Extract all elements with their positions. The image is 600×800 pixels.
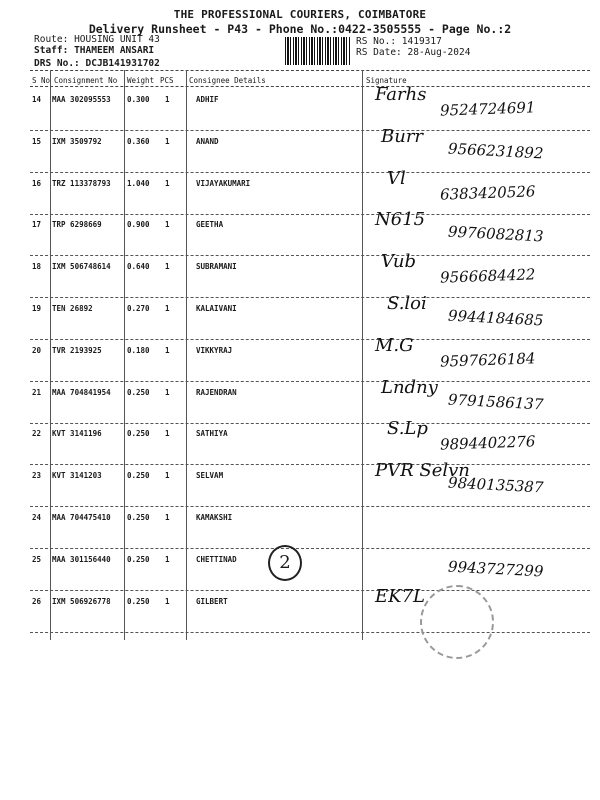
rs-no-line <box>356 36 442 47</box>
table-row <box>30 376 590 424</box>
staff-label: Staff: <box>34 45 69 56</box>
row-consignee: SELVAM <box>196 471 224 481</box>
row-pcs: 1 <box>165 554 170 564</box>
row-phone: 9566684422 <box>439 265 536 287</box>
col-sno: S No <box>32 76 51 85</box>
rs-date-line <box>356 47 470 58</box>
table-row <box>30 418 590 465</box>
company-stamp <box>420 585 494 659</box>
rs-date-label: RS Date: <box>356 47 402 58</box>
row-signature: Vl <box>387 167 406 189</box>
col-signature: Signature <box>366 76 407 85</box>
circled-annotation <box>268 545 302 581</box>
row-consignee: RAJENDRAN <box>196 387 237 397</box>
row-weight: 0.250 <box>127 513 150 522</box>
row-sno: 24 <box>32 513 42 522</box>
row-pcs: 1 <box>165 304 170 313</box>
row-sno: 25 <box>32 554 42 564</box>
row-phone: 6383420526 <box>439 181 536 204</box>
row-signature: Lndny <box>381 376 438 398</box>
row-weight: 0.250 <box>127 387 150 397</box>
row-weight: 0.270 <box>127 304 150 313</box>
row-sno: 19 <box>32 304 42 313</box>
row-consignee: GEETHA <box>196 220 224 230</box>
row-consignee: ANAND <box>196 136 219 146</box>
table-row <box>30 508 590 549</box>
drs-label: DRS No.: <box>34 58 80 69</box>
header-bottom-rule <box>30 86 590 87</box>
circled-number: 2 <box>279 552 291 573</box>
row-signature: S.loi <box>387 293 427 314</box>
route-line <box>34 34 160 45</box>
row-consignment: TRP 6298669 <box>52 220 102 230</box>
runsheet-title: Delivery Runsheet - P43 - Phone No.:0422-3505555 - Page No.:2 <box>88 22 512 36</box>
company-title: THE PROFESSIONAL COURIERS, COIMBATORE <box>173 8 427 21</box>
row-signature: Vub <box>381 251 416 273</box>
row-phone: 9943727299 <box>447 557 544 581</box>
row-phone: 9894402276 <box>439 432 536 455</box>
row-pcs: 1 <box>165 262 170 272</box>
row-sno: 15 <box>32 136 42 146</box>
table-row <box>30 293 590 340</box>
row-weight: 0.250 <box>127 596 150 606</box>
row-pcs: 1 <box>165 513 170 522</box>
row-pcs: 1 <box>165 220 170 230</box>
col-consignee: Consignee Details <box>189 76 266 85</box>
row-consignment: MAA 704841954 <box>52 387 111 397</box>
row-sno: 22 <box>32 429 42 439</box>
table-row <box>30 585 590 633</box>
row-weight: 0.250 <box>127 471 150 481</box>
row-phone: 9944184685 <box>447 306 544 330</box>
rs-date-value: 28-Aug-2024 <box>407 47 471 58</box>
barcode <box>285 37 351 65</box>
row-sno: 14 <box>32 95 42 104</box>
table-row <box>30 125 590 173</box>
row-consignment: KVT 3141203 <box>52 471 102 481</box>
col-weight: Weight <box>127 76 155 85</box>
row-phone: 9840135387 <box>447 473 544 497</box>
table-row <box>30 251 590 298</box>
row-pcs: 1 <box>165 596 170 606</box>
row-consignee: KAMAKSHI <box>196 513 233 522</box>
table-row <box>30 334 590 382</box>
staff-value: THAMEEM ANSARI <box>74 45 155 56</box>
row-sno: 18 <box>32 262 42 272</box>
row-pcs: 1 <box>165 429 170 439</box>
row-sno: 16 <box>32 178 42 188</box>
row-signature: EK7L <box>375 585 425 607</box>
row-phone: 9976082813 <box>447 222 544 246</box>
row-signature: Burr <box>381 125 424 147</box>
row-consignee: CHETTINAD <box>196 554 237 564</box>
staff-line <box>34 45 154 56</box>
table-row <box>30 84 590 131</box>
row-sno: 17 <box>32 220 42 230</box>
row-consignment: TVR 2193925 <box>52 345 102 355</box>
row-signature: N615 <box>375 209 426 231</box>
row-weight: 0.250 <box>127 554 150 564</box>
row-consignee: VIKKYRAJ <box>196 345 233 355</box>
col-pcs: PCS <box>160 76 174 85</box>
row-sno: 26 <box>32 596 42 606</box>
row-sno: 21 <box>32 387 42 397</box>
table-row <box>30 550 590 591</box>
row-consignment: IXM 506926778 <box>52 596 111 606</box>
row-signature: S.Lp <box>387 418 428 440</box>
row-phone: 9597626184 <box>439 349 536 371</box>
route-value: HOUSING UNIT 43 <box>74 34 160 45</box>
row-signature: PVR Selvn <box>375 460 470 482</box>
drs-value: DCJB141931702 <box>85 58 160 69</box>
row-consignee: ADHIF <box>196 95 219 104</box>
row-phone: 9791586137 <box>447 390 544 414</box>
row-pcs: 1 <box>165 178 170 188</box>
drs-line <box>34 58 160 69</box>
row-phone: 9524724691 <box>439 98 536 120</box>
row-consignee: SUBRAMANI <box>196 262 237 272</box>
row-weight: 1.040 <box>127 178 150 188</box>
row-consignment: IXM 506748614 <box>52 262 111 272</box>
row-consignment: TRZ 113378793 <box>52 178 111 188</box>
row-sno: 23 <box>32 471 42 481</box>
row-pcs: 1 <box>165 136 170 146</box>
row-consignee: VIJAYAKUMARI <box>196 178 251 188</box>
row-consignee: KALAIVANI <box>196 304 237 313</box>
row-consignment: MAA 301156440 <box>52 554 111 564</box>
row-weight: 0.180 <box>127 345 150 355</box>
row-pcs: 1 <box>165 95 170 104</box>
row-weight: 0.250 <box>127 429 150 439</box>
row-weight: 0.900 <box>127 220 150 230</box>
row-pcs: 1 <box>165 387 170 397</box>
row-consignment: TEN 26892 <box>52 304 93 313</box>
row-consignee: GILBERT <box>196 596 228 606</box>
row-weight: 0.300 <box>127 95 150 104</box>
row-signature: Farhs <box>375 84 427 105</box>
row-consignment: IXM 3509792 <box>52 136 102 146</box>
row-pcs: 1 <box>165 471 170 481</box>
row-consignee: SATHIYA <box>196 429 228 439</box>
header-top-rule <box>30 70 590 71</box>
row-signature: M.G <box>375 334 414 356</box>
rs-no-label: RS No.: <box>356 36 397 47</box>
row-consignment: MAA 302095553 <box>52 95 111 104</box>
row-pcs: 1 <box>165 345 170 355</box>
row-weight: 0.360 <box>127 136 150 146</box>
row-consignment: MAA 704475410 <box>52 513 111 522</box>
row-divider <box>30 632 590 633</box>
table-row <box>30 167 590 215</box>
rs-no-value: 1419317 <box>401 36 442 47</box>
row-weight: 0.640 <box>127 262 150 272</box>
table-row <box>30 209 590 256</box>
col-consignment: Consignment No <box>54 76 118 85</box>
row-consignment: KVT 3141196 <box>52 429 102 439</box>
route-label: Route: <box>34 34 69 45</box>
row-sno: 20 <box>32 345 42 355</box>
row-phone: 9566231892 <box>447 139 544 163</box>
table-row <box>30 460 590 507</box>
